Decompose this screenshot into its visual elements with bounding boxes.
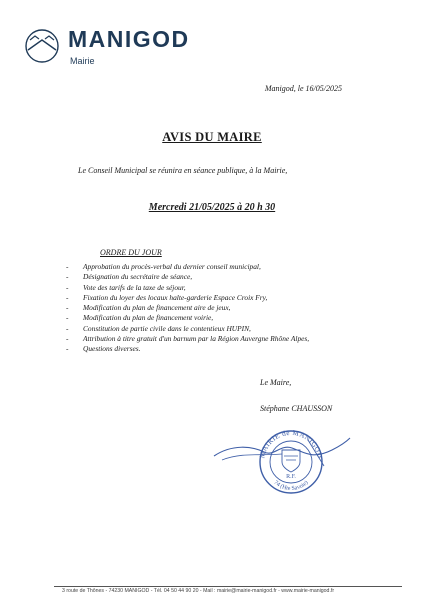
agenda-item: - Attribution à titre gratuit d'un barnum par la Région Auvergne Rhône Alpes,: [66, 334, 309, 344]
official-stamp-signature: [212, 426, 352, 496]
stamp-emblem-icon: [282, 450, 300, 472]
footer-divider: [54, 586, 402, 587]
agenda-item: - Désignation du secrétaire de séance,: [66, 272, 309, 282]
brand-subtitle: Mairie: [70, 56, 95, 66]
agenda-item: - Modification du plan de financement aire de jeux,: [66, 303, 309, 313]
signer-role: Le Maire,: [260, 378, 292, 387]
intro-text: Le Conseil Municipal se réunira en séance publique, à la Mairie,: [78, 166, 288, 175]
signer-name: Stéphane CHAUSSON: [260, 404, 333, 413]
brand-name: MANIGOD: [68, 26, 190, 52]
agenda-list: [66, 262, 309, 355]
stamp-outer-text: MAIRIE de MANIGOD: [258, 428, 324, 460]
footer-contact: 3 route de Thônes - 74230 MANIGOD - Tél. 04 50 44 90 20 - Mail : mairie@mairie-manigod.fr - www.mairie-manigod.fr: [62, 588, 335, 594]
agenda-item: - Questions diverses.: [66, 344, 309, 354]
stamp-bottom-text: 74 (Hte Savoie): [272, 479, 310, 493]
agenda-item: - Fixation du loyer des locaux halte-garderie Espace Croix Fry,: [66, 293, 309, 303]
document-title: AVIS DU MAIRE: [162, 130, 262, 144]
stamp-inner-text: R.F.: [286, 474, 296, 480]
meeting-datetime: Mercredi 21/05/2025 à 20 h 30: [148, 202, 276, 213]
place-date: Manigod, le 16/05/2025: [264, 84, 342, 93]
agenda-item: - Modification du plan de financement voirie,: [66, 313, 309, 323]
agenda-item: - Constitution de partie civile dans le contentieux HUPIN,: [66, 324, 309, 334]
agenda-item: - Approbation du procès-verbal du dernier conseil municipal,: [66, 262, 309, 272]
agenda-item: - Vote des tarifs de la taxe de séjour,: [66, 283, 309, 293]
agenda-title: ORDRE DU JOUR: [100, 248, 162, 257]
mountain-logo-icon: [24, 28, 60, 64]
